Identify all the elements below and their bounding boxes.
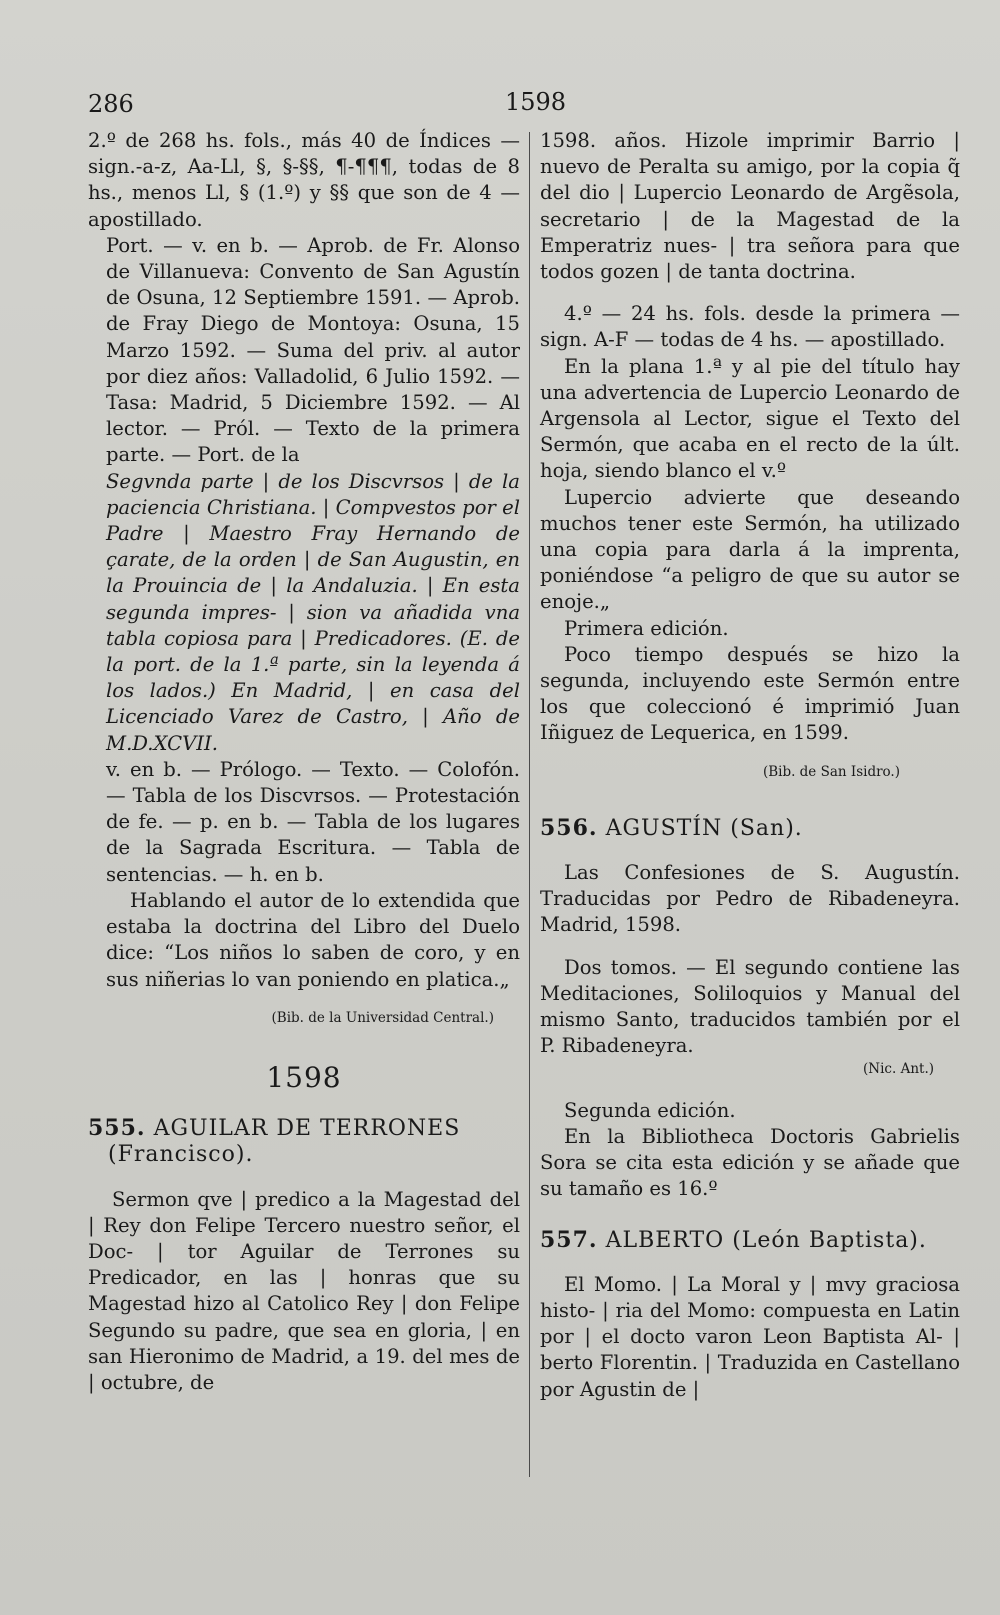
- entry-author: AGUILAR DE TERRONES: [153, 1116, 461, 1142]
- entry-heading-557: [540, 1227, 960, 1254]
- description-text: Dos tomos. — El segundo contiene las Meditaciones, Soliloquios y Manual del mismo Santo, traducidos también por el P. Ribadeneyra.: [540, 955, 960, 1058]
- source-note: (Nic. Ant.): [863, 1060, 934, 1077]
- description-text: En la plana 1.ª y al pie del título hay una advertencia de Lupercio Leonardo de Argensola al Lector, sigue el Texto del Sermón, que acaba en el recto de la últ. hoja, siendo blanco el v.º: [540, 354, 960, 483]
- title-continuation: 1598. años. Hizole imprimir Barrio | nuevo de Peralta su amigo, por la copia q̃ del dio | Lupercio Leonardo de Argẽsola, secretario | de la Magestad de la Emperatriz nues- | tra señora para que todos gozen | de tanta doctrina.: [540, 129, 960, 284]
- right-column: [540, 128, 960, 1403]
- collation-text: 2.º de 268 hs. fols., más 40 de Índices — sign.-a-z, Aa-Ll, §, §-§§, ¶-¶¶¶, todas de 8 hs., menos Ll, § (1.º) y §§ que son de 4 — apostillado.: [88, 129, 520, 231]
- left-column: [88, 128, 520, 1396]
- entry-title: Las Confesiones de S. Augustín. Traducidas por Pedro de Ribadeneyra. Madrid, 1598.: [540, 861, 960, 937]
- entry-title: El Momo. | La Moral y | mvy graciosa histo- | ria del Momo: compuesta en Latin por | el docto varon Leon Baptista Al- | berto Florentin. | Traduzida en Castellano por Agustin de |: [540, 1272, 960, 1401]
- collation-text: 4.º — 24 hs. fols. desde la primera — sign. A-F — todas de 4 hs. — apostillado.: [540, 302, 960, 352]
- contents-text: Port. — v. en b. — Aprob. de Fr. Alonso de Villanueva: Convento de San Agustín de Osuna, 12 Septiembre 1591. — Aprob. de Fray Diego de Montoya: Osuna, 15 Marzo 1592. — Suma del priv. al autor por diez años: Valladolid, 6 Julio 1592. — Tasa: Madrid, 5 Diciembre 1592. — Al lector. — Pról. — Texto de la primera parte. — Port. de la: [106, 233, 520, 467]
- entry-heading-555: [88, 1115, 520, 1168]
- header-year: 1598: [505, 88, 567, 116]
- entry-author: ALBERTO (León Baptista).: [605, 1227, 927, 1253]
- second-part-title: Segvnda parte | de los Discvrsos | de la paciencia Christiana. | Compvestos por el Padre | Maestro Fray Hernando de çarate, de la orden | de San Augustin, en la Prouincia de | la Andaluzia. | En esta segunda impres- | sion va añadida vna tabla copiosa para | Predicadores. (E. de la port. de la 1.ª parte, sin la leyenda á los lados.) En Madrid, | en casa del Licenciado Varez de Castro, | Año de M.D.XCVII.: [106, 469, 520, 755]
- source-note: (Bib. de San Isidro.): [762, 763, 900, 780]
- running-header: [0, 90, 1000, 130]
- edition-note: Segunda edición.: [564, 1098, 736, 1122]
- edition-note: Primera edición.: [564, 616, 729, 640]
- page-number: 286: [88, 90, 134, 118]
- entry-author: AGUSTÍN (San).: [605, 815, 803, 841]
- source-note: (Bib. de la Universidad Central.): [271, 1009, 494, 1026]
- note-text-2: Poco tiempo después se hizo la segunda, incluyendo este Sermón entre los que coleccionó é imprimió Juan Iñiguez de Lequerica, en 1599.: [540, 642, 960, 745]
- entry-title: Sermon qve | predico a la Magestad del | Rey don Felipe Tercero nuestro señor, el Doc- | tor Aguilar de Terrones su Predicador, en las | honras que su Magestad hizo al Catolico Rey | don Felipe Segundo su padre, que sea en gloria, | en san Hieronimo de Madrid, a 19. del mes de | octubre, de: [88, 1187, 520, 1394]
- entry-number: 556.: [540, 814, 598, 841]
- contents-text-2: v. en b. — Prólogo. — Texto. — Colofón. — Tabla de los Discvrsos. — Protestación de fe. — p. en b. — Tabla de los lugares de la Sagrada Escritura. — Tabla de sentencias. — h. en b.: [106, 757, 520, 886]
- note-text: Lupercio advierte que deseando muchos tener este Sermón, ha utilizado una copia para darla á la imprenta, poniéndose “a peligro de que su autor se enoje.„: [540, 485, 960, 614]
- entry-number: 555.: [88, 1115, 146, 1142]
- column-divider: [529, 132, 530, 1477]
- note-text: Hablando el autor de lo extendida que estaba la doctrina del Libro del Duelo dice: “Los niños lo saben de coro, y en sus niñerias lo van poniendo en platica.„: [106, 888, 520, 991]
- entry-author-given: (Francisco).: [108, 1142, 254, 1168]
- note-text: En la Bibliotheca Doctoris Gabrielis Sora se cita esta edición y se añade que su tamaño es 16.º: [540, 1124, 960, 1201]
- entry-number: 557.: [540, 1226, 598, 1253]
- year-heading: 1598: [266, 1060, 342, 1094]
- entry-heading-556: [540, 815, 960, 842]
